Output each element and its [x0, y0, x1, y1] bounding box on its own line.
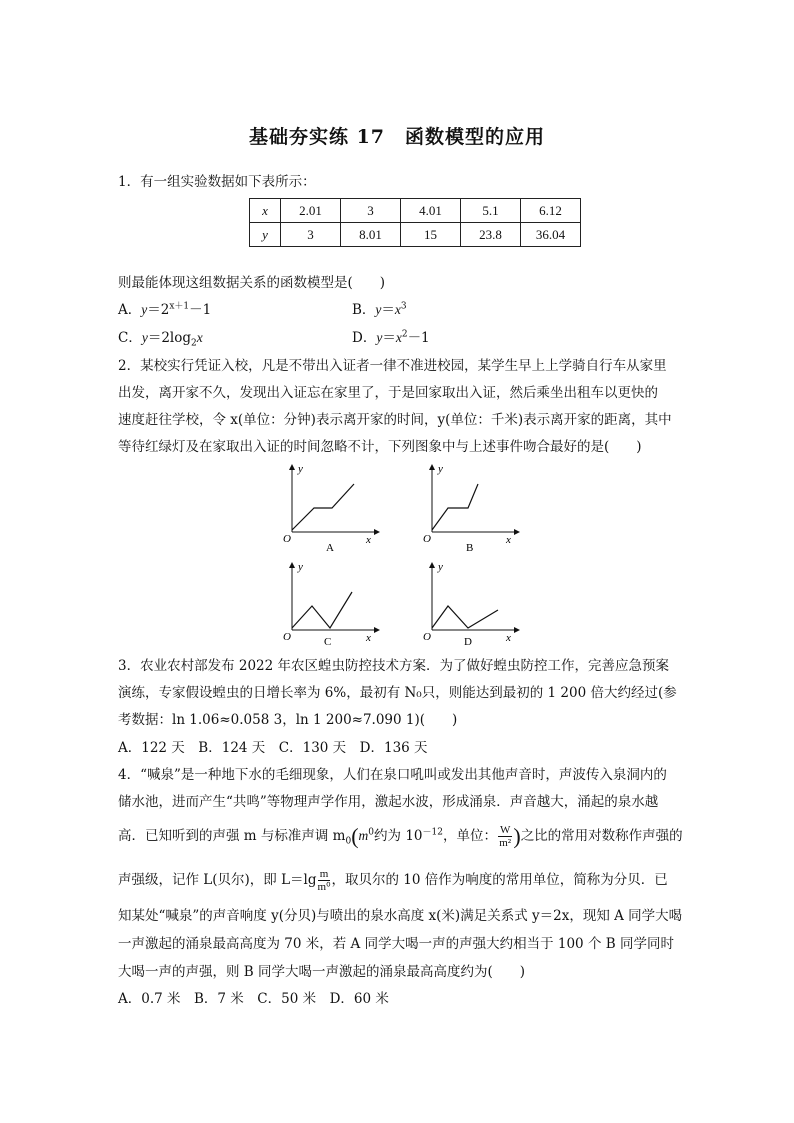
q1-option-d: D．$y=x^2-1$ — [352, 329, 430, 346]
table-cell: 5.1 — [461, 199, 521, 223]
q3-line-3: 考数据：ln 1.06≈0.058 3，ln 1 200≈7.090 1)( ) — [118, 712, 458, 728]
table-cell: 3 — [341, 199, 401, 223]
q2-line-1: 2．某校实行凭证入校，凡是不带出入证者一律不准进校园，某学生早上上学骑自行车从家里 — [118, 358, 667, 374]
table-cell: 23.8 — [461, 223, 521, 247]
table-row-x — [250, 199, 581, 223]
q4-line-3: 高．已知听到的声强 m 与标准声调 $m_0(m^0$约为 $10^{-12}$，单位： $\frac{W}{\text{m²}}$ )之比的常用对数称作声强的 — [118, 823, 683, 849]
table-row-y — [250, 223, 581, 247]
graph-a-origin: O — [283, 533, 291, 545]
lg-fraction: $\frac{m}{\text{m⁰}}$ — [317, 868, 331, 893]
graph-d-origin: O — [423, 631, 431, 643]
table-cell: 15 — [401, 223, 461, 247]
graph-c-x-label: x — [366, 632, 371, 644]
q1-option-b: B．$y=x^3$ — [352, 301, 407, 318]
q1-option-a: A．$y=2^{x+1}-1$ — [118, 301, 212, 318]
q4-line-5: 知某处“喊泉”的声音响度 y(分贝)与喷出的泉水高度 x(米)满足关系式 y＝2x，现知 A 同学大喝 — [118, 908, 683, 924]
q2-line-3: 速度赶往学校，令 x(单位：分钟)表示离开家的时间，y(单位：千米)表示离开家的距离，其中 — [118, 412, 672, 428]
graph-c — [278, 558, 383, 653]
graph-a — [278, 460, 383, 555]
q4-line-2: 储水池，进而产生“共鸣”等物理声学作用，激起水波，形成涌泉．声音越大，涌起的泉水越 — [118, 794, 659, 810]
graph-a-x-label: x — [366, 534, 371, 546]
q1-stem: 1．有一组实验数据如下表所示： — [118, 174, 316, 190]
graph-b-label: B — [466, 542, 474, 554]
graph-c-label: C — [324, 636, 332, 648]
graph-d-curve — [432, 606, 498, 628]
table-cell: 3 — [281, 223, 341, 247]
q2-line-2: 出发，离开家不久，发现出入证忘在家里了，于是回家取出入证，然后乘坐出租车以更快的 — [118, 385, 658, 401]
table-cell: 8.01 — [341, 223, 401, 247]
graph-c-curve — [292, 592, 352, 628]
graph-a-label: A — [326, 542, 334, 554]
graph-c-origin: O — [283, 631, 291, 643]
q1-question: 则最能体现这组数据关系的函数模型是( ) — [118, 275, 386, 291]
unit-fraction: $\frac{W}{\text{m²}}$ — [499, 824, 512, 849]
q4-line-4: 声强级，记作 L(贝尔)，即 L＝lg $\frac{m}{\text{m⁰}}$ ，取贝尔的 10 倍作为响度的常用单位，简称为分贝．已 — [118, 868, 668, 893]
q4-line-1: 4．“喊泉”是一种地下水的毛细现象，人们在泉口吼叫或发出其他声音时，声波传入泉洞内的 — [118, 767, 667, 783]
graph-d-label: D — [464, 636, 472, 648]
table-header-x: x — [250, 199, 281, 223]
q3-options: A．122 天 B．124 天 C．130 天 D．136 天 — [118, 740, 428, 756]
table-cell: 36.04 — [521, 223, 581, 247]
graph-b-x-label: x — [506, 534, 511, 546]
q4-line-6: 一声激起的涌泉最高高度为 70 米，若 A 同学大喝一声的声强大约相当于 100 个 B 同学同时 — [118, 936, 674, 952]
table-cell: 6.12 — [521, 199, 581, 223]
table-header-y: y — [250, 223, 281, 247]
page-title: 基础夯实练 17 函数模型的应用 — [248, 126, 546, 148]
graph-d-y-label: y — [438, 561, 443, 573]
graph-b-origin: O — [423, 533, 431, 545]
graph-b-curve — [432, 484, 478, 530]
q1-data-table — [249, 198, 581, 247]
q2-line-4: 等待红绿灯及在家取出入证的时间忽略不计，下列图象中与上述事件吻合最好的是( ) — [118, 439, 642, 455]
graph-b-y-label: y — [438, 463, 443, 475]
table-cell: 2.01 — [281, 199, 341, 223]
graph-a-curve — [292, 484, 354, 530]
graph-b — [418, 460, 523, 555]
q4-line-7: 大喝一声的声强，则 B 同学大喝一声激起的涌泉最高高度约为( ) — [118, 964, 526, 980]
table-cell: 4.01 — [401, 199, 461, 223]
q4-options: A．0.7 米 B．7 米 C．50 米 D．60 米 — [118, 991, 389, 1007]
q3-line-2: 演练，专家假设蝗虫的日增长率为 6%，最初有 N₀只，则能达到最初的 1 200 倍大约经过(参 — [118, 685, 677, 701]
q1-option-c: C．$y=2\log_2x$ — [118, 330, 203, 349]
graph-d — [418, 558, 523, 653]
graph-d-x-label: x — [506, 632, 511, 644]
graph-a-y-label: y — [298, 463, 303, 475]
graph-c-y-label: y — [298, 561, 303, 573]
q3-line-1: 3．农业农村部发布 2022 年农区蝗虫防控技术方案．为了做好蝗虫防控工作，完善应急预案 — [118, 658, 670, 674]
